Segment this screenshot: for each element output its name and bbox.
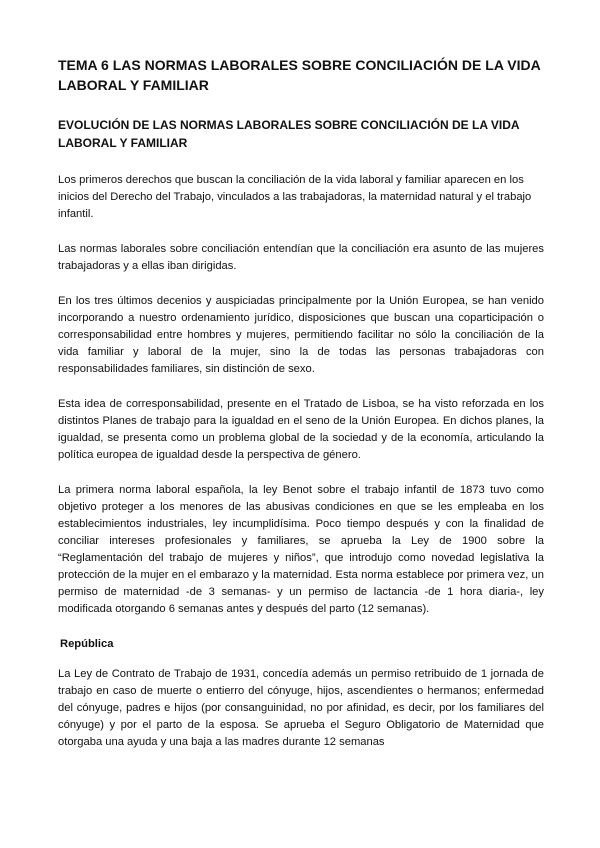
document-page — [58, 55, 544, 769]
paragraph-ley-benot: La primera norma laboral española, la ley Benot sobre el trabajo infantil de 1873 tuvo como objetivo proteger a los menores de las abusivas condiciones en que se les empleaba en los establecimientos industriales, ley incumplidísima. Poco tiempo después y con la finalidad de conciliar intereses profesionales y familiares, se aprueba la Ley de 1900 sobre la “Reglamentación del trabajo de mujeres y niños”, que introdujo como novedad legislativa la protección de la mujer en el embarazo y la maternidad. Esta norma establece por primera vez, un permiso de maternidad -de 3 semanas- y un permiso de lactancia -de 1 hora diaria-, ley modificada otorgando 6 semanas antes y después del parto (12 semanas). — [58, 484, 544, 615]
document-title: TEMA 6 LAS NORMAS LABORALES SOBRE CONCILIACIÓN DE LA VIDA LABORAL Y FAMILIAR — [58, 57, 541, 93]
paragraph-normas: Las normas laborales sobre conciliación entendían que la conciliación era asunto de las mujeres trabajadoras y a ellas iban dirigidas. — [58, 243, 544, 272]
subsection-heading-republica: República — [60, 638, 114, 650]
paragraph-origins: Los primeros derechos que buscan la conciliación de la vida laboral y familiar aparecen en los inicios del Derecho del Trabajo, vinculados a las trabajadoras, la maternidad natural y el trabajo infantil. — [58, 174, 532, 220]
paragraph-union-europea: En los tres últimos decenios y auspiciadas principalmente por la Unión Europea, se han venido incorporando a nuestro ordenamiento jurídico, disposiciones que buscan una coparticipación o corresponsabilidad entre hombres y mujeres, permitiendo facilitar no sólo la conciliación de la vida familiar y laboral de la mujer, sino la de todas las personas trabajadoras con responsabilidades familiares, sin distinción de sexo. — [58, 295, 544, 375]
paragraph-lisboa: Esta idea de corresponsabilidad, presente en el Tratado de Lisboa, se ha visto reforzada en los distintos Planes de trabajo para la igualdad en el seno de la Unión Europea. En dichos planes, la igualdad, se presenta como un problema global de la sociedad y de la economía, articulando la política europea de igualdad desde la perspectiva de género. — [58, 398, 544, 461]
paragraph-republica: La Ley de Contrato de Trabajo de 1931, concedía además un permiso retribuido de 1 jornada de trabajo en caso de muerte o entierro del cónyuge, hijos, ascendientes o hermanos; enfermedad del cónyuge, padres e hijos (por consanguinidad, no por afinidad, es decir, por los familiares del cónyuge) y por el parto de la esposa. Se aprueba el Seguro Obligatorio de Maternidad que otorgaba una ayuda y una baja a las madres durante 12 semanas — [58, 668, 544, 748]
section-heading: EVOLUCIÓN DE LAS NORMAS LABORALES SOBRE CONCILIACIÓN DE LA VIDA LABORAL Y FAMILIAR — [58, 118, 520, 150]
